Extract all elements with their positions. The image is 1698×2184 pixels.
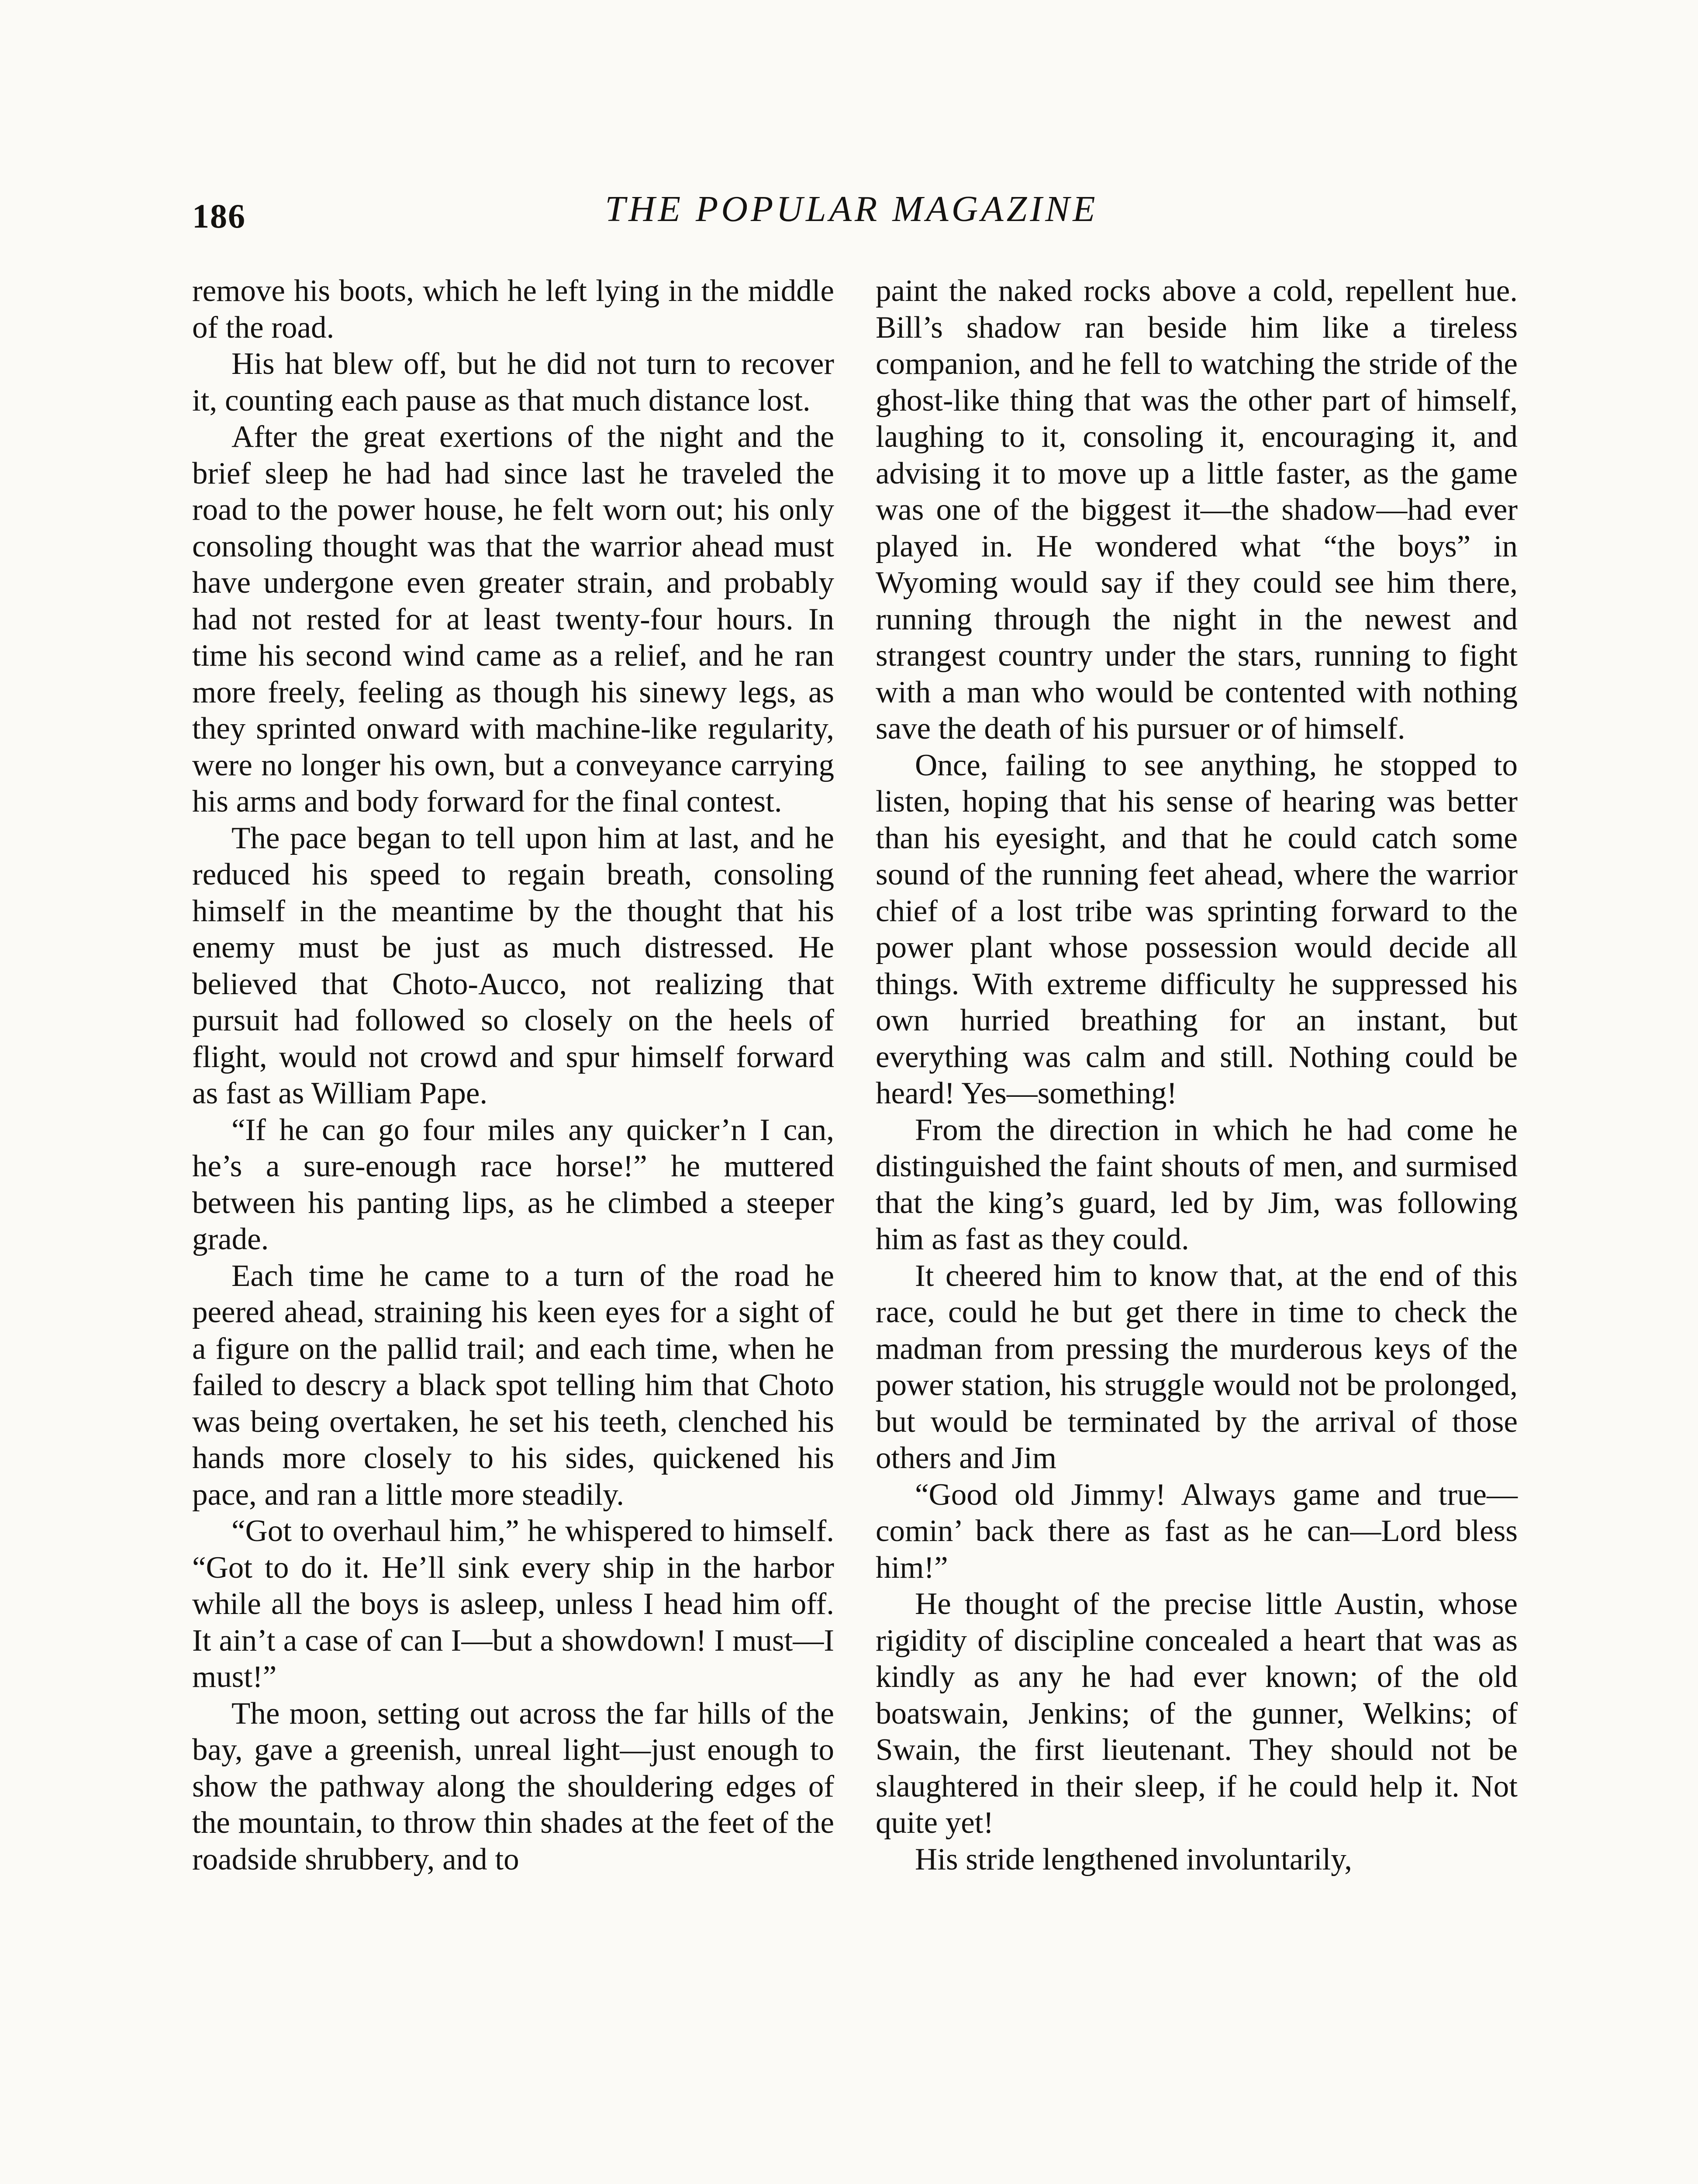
left-paragraph-1: remove his boots, which he left lying in the middle of the road. — [192, 274, 834, 345]
left-paragraph-4: The pace began to tell upon him at last, and he reduced his speed to regain breath, consoling himself in the meantime by the thought that his enemy must be just as much distressed. He believed that Choto-Aucco, not realizing that pursuit had followed so closely on the heels of flight, would not crowd and spur himself forward as fast as William Pape. — [192, 821, 834, 1110]
right-paragraph-7: His stride lengthened involuntarily, — [915, 1842, 1353, 1876]
right-paragraph-6: He thought of the precise little Austin, whose rigidity of discipline concealed a heart that was as kindly as any he had ever known; of the old boatswain, Jenkins; of the gunner, Welkins; of Swain, the first lieutenant. They should not be slaughtered in their sleep, if he could help it. Not quite yet! — [876, 1587, 1518, 1840]
right-paragraph-4: It cheered him to know that, at the end of this race, could he but get there in time to check the madman from pressing the murderous keys of the power station, his struggle would not be prolonged, but would be terminated by the arrival of those others and Jim — [876, 1258, 1518, 1475]
left-paragraph-3: After the great exertions of the night and the brief sleep he had had since last he traveled the road to the power house, he felt worn out; his only consoling thought was that the warrior ahead must have undergone even greater strain, and probably had not rested for at least twenty-four hours. In time his second wind came as a relief, and he ran more freely, feeling as though his sinewy legs, as they sprinted onward with machine-like regularity, were no longer his own, but a conveyance carrying his arms and body forward for the final contest. — [192, 420, 834, 819]
left-paragraph-8: The moon, setting out across the far hills of the bay, gave a greenish, unreal light—just enough to show the pathway along the shouldering edges of the mountain, to throw thin shades at the feet of the roadside shrubbery, and to — [192, 1696, 834, 1876]
left-column — [192, 273, 834, 1878]
left-paragraph-5: “If he can go four miles any quicker’n I can, he’s a sure-enough race horse!” he muttered between his panting lips, as he climbed a steeper grade. — [192, 1113, 834, 1256]
right-paragraph-1: paint the naked rocks above a cold, repellent hue. Bill’s shadow ran beside him like a tireless companion, and he fell to watching the stride of the ghost-like thing that was the other part of himself, laughing to it, consoling it, encouraging it, and advising it to move up a little faster, as the game was one of the biggest it—the shadow—had ever played in. He wondered what “the boys” in Wyoming would say if they could see him there, running through the night in the newest and strangest country under the stars, running to fight with a man who would be contented with nothing save the death of his pursuer or of himself. — [876, 274, 1518, 746]
left-paragraph-7: “Got to overhaul him,” he whispered to himself. “Got to do it. He’ll sink every ship in the harbor while all the boys is asleep, unless I head him off. It ain’t a case of can I—but a showdown! I must—I must!” — [192, 1514, 834, 1694]
right-paragraph-3: From the direction in which he had come he distinguished the faint shouts of men, and surmised that the king’s guard, led by Jim, was following him as fast as they could. — [876, 1113, 1518, 1256]
right-column — [876, 273, 1518, 1878]
right-paragraph-2: Once, failing to see anything, he stopped to listen, hoping that his sense of hearing was better than his eyesight, and that he could catch some sound of the running feet ahead, where the warrior chief of a lost tribe was sprinting forward to the power plant whose possession would decide all things. With extreme difficulty he suppressed his own hurried breathing for an instant, but everything was calm and still. Nothing could be heard! Yes—something! — [876, 748, 1518, 1110]
page-header — [192, 188, 1511, 240]
page-number: 186 — [192, 197, 246, 235]
running-title: THE POPULAR MAGAZINE — [605, 189, 1098, 229]
left-paragraph-6: Each time he came to a turn of the road he peered ahead, straining his keen eyes for a sight of a figure on the pallid trail; and each time, when he failed to descry a black spot telling him that Choto was being overtaken, he set his teeth, clenched his hands more closely to his sides, quickened his pace, and ran a little more steadily. — [192, 1258, 834, 1512]
left-paragraph-2: His hat blew off, but he did not turn to recover it, counting each pause as that much distance lost. — [192, 347, 834, 418]
right-paragraph-5: “Good old Jimmy! Always game and true—comin’ back there as fast as he can—Lord bless him!” — [876, 1477, 1518, 1585]
